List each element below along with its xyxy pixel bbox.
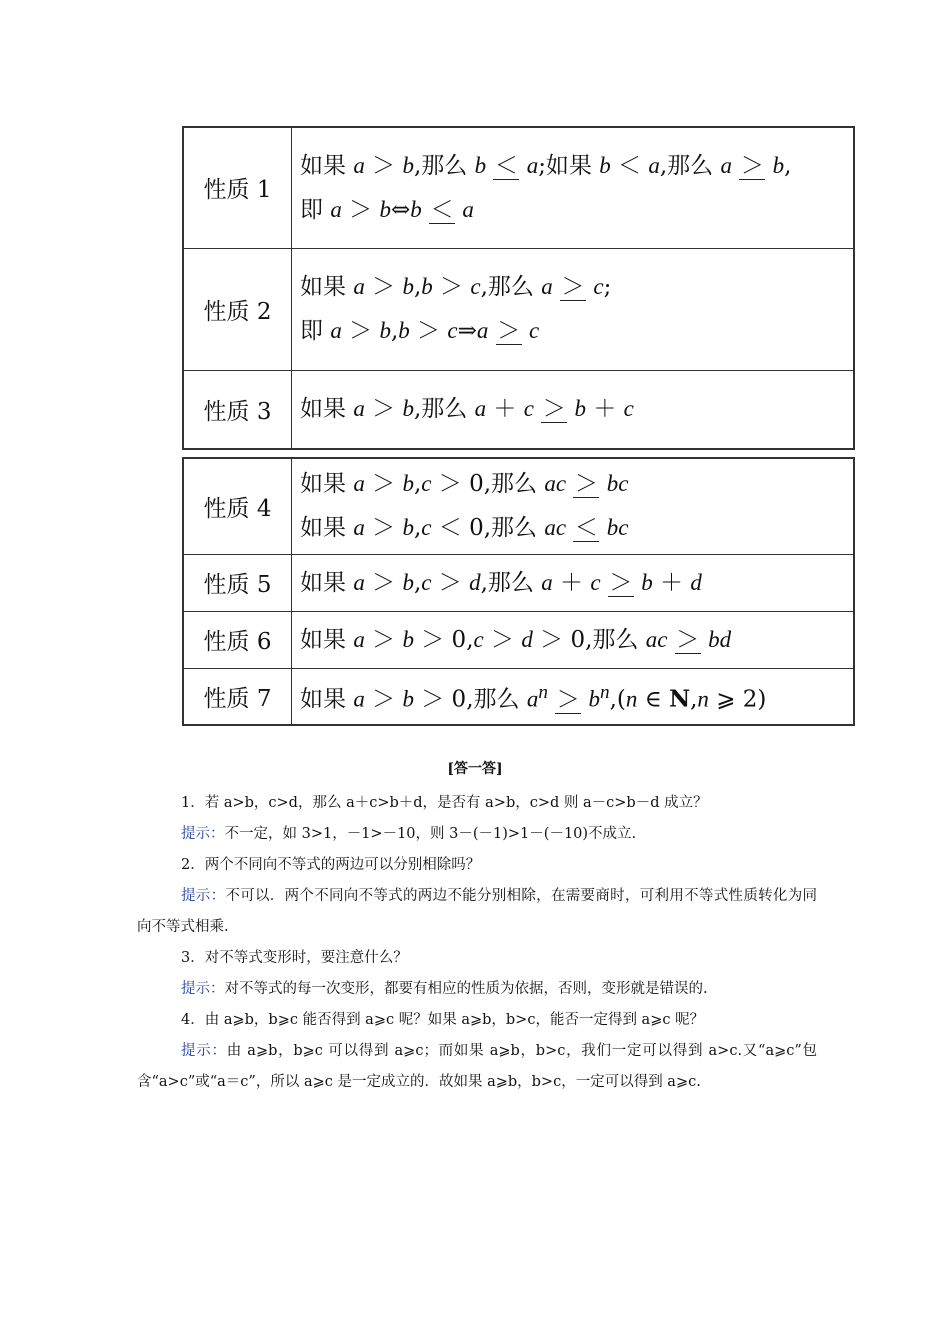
property-row bbox=[183, 127, 854, 248]
hint-2: 提示：不可以．两个不同向不等式的两边不能分别相除，在需要商时，可利用不等式性质转化为同向不等式相乘. bbox=[137, 888, 818, 935]
property-name: 性质 5 bbox=[183, 554, 292, 611]
property-statement: 如果 a ＞ b ＞ 0,那么 $a^n > b^n,(n$ ∈ N,n ⩾ 2) bbox=[292, 668, 855, 725]
hint-label: 提示： bbox=[181, 826, 225, 842]
property-name: 性质 6 bbox=[183, 611, 292, 668]
property-statement: 如果 a ＞ b ＞ 0,c ＞ d ＞ 0,那么 ac ＞ bd bbox=[292, 611, 855, 668]
question-1: 1．若 a>b，c>d，那么 a＋c>b＋d，是否有 a>b，c>d 则 a－c>b－d 成立？ bbox=[181, 795, 708, 811]
property-name: 性质 3 bbox=[183, 370, 292, 449]
section-header: [答一答] bbox=[447, 761, 503, 777]
property-name: 性质 4 bbox=[183, 458, 292, 554]
properties-table-part-2 bbox=[182, 457, 855, 726]
hint-4: 提示：由 a⩾b，b⩾c 可以得到 a⩾c；而如果 a⩾b，b>c，我们一定可以得到 a>c.又“a⩾c”包含“a>c”或“a＝c”，所以 a⩾c 是一定成立的．故如果 a⩾b，b>c，一定可以得到 a⩾c. bbox=[137, 1043, 818, 1090]
hint-label: 提示： bbox=[181, 1043, 227, 1059]
hint-label: 提示： bbox=[181, 981, 225, 997]
property-row bbox=[183, 554, 854, 611]
property-statement: 如果 a ＞ b,b ＞ c,那么 a ＞ c; 即 a ＞ b,b ＞ c⇒a ＞ c bbox=[292, 248, 855, 370]
question-3: 3．对不等式变形时，要注意什么？ bbox=[181, 950, 408, 966]
question-2: 2．两个不同向不等式的两边可以分别相除吗？ bbox=[181, 857, 481, 873]
property-statement: 如果 a ＞ b,c ＞ d,那么 a ＋ c ＞ b ＋ d bbox=[292, 554, 855, 611]
property-statement: 如果 a ＞ b,c ＞ 0,那么 ac ＞ bc 如果 a ＞ b,c ＜ 0,那么 ac ＜ bc bbox=[292, 458, 855, 554]
property-row bbox=[183, 668, 854, 725]
qa-section bbox=[137, 788, 817, 1098]
property-statement: 如果 a ＞ b,那么 a ＋ c ＞ b ＋ c bbox=[292, 370, 855, 449]
property-statement: 如果 a ＞ b,那么 b ＜ a;如果 b ＜ a,那么 a ＞ b, 即 a ＞ b⇔b ＜ a bbox=[292, 127, 855, 248]
hint-3: 提示：对不等式的每一次变形，都要有相应的性质为依据，否则，变形就是错误的. bbox=[181, 981, 708, 997]
property-name: 性质 7 bbox=[183, 668, 292, 725]
property-row bbox=[183, 611, 854, 668]
hint-1: 提示：不一定，如 3>1，－1>－10，则 3－(－1)>1－(－10)不成立. bbox=[181, 826, 637, 842]
hint-label: 提示： bbox=[181, 888, 226, 904]
property-row bbox=[183, 248, 854, 370]
property-name: 性质 1 bbox=[183, 127, 292, 248]
properties-table-part-1 bbox=[182, 126, 855, 450]
property-row bbox=[183, 370, 854, 449]
question-4: 4．由 a⩾b，b⩾c 能否得到 a⩾c 呢？如果 a⩾b，b>c，能否一定得到 a⩾c 呢？ bbox=[181, 1012, 705, 1028]
property-name: 性质 2 bbox=[183, 248, 292, 370]
property-row bbox=[183, 458, 854, 554]
